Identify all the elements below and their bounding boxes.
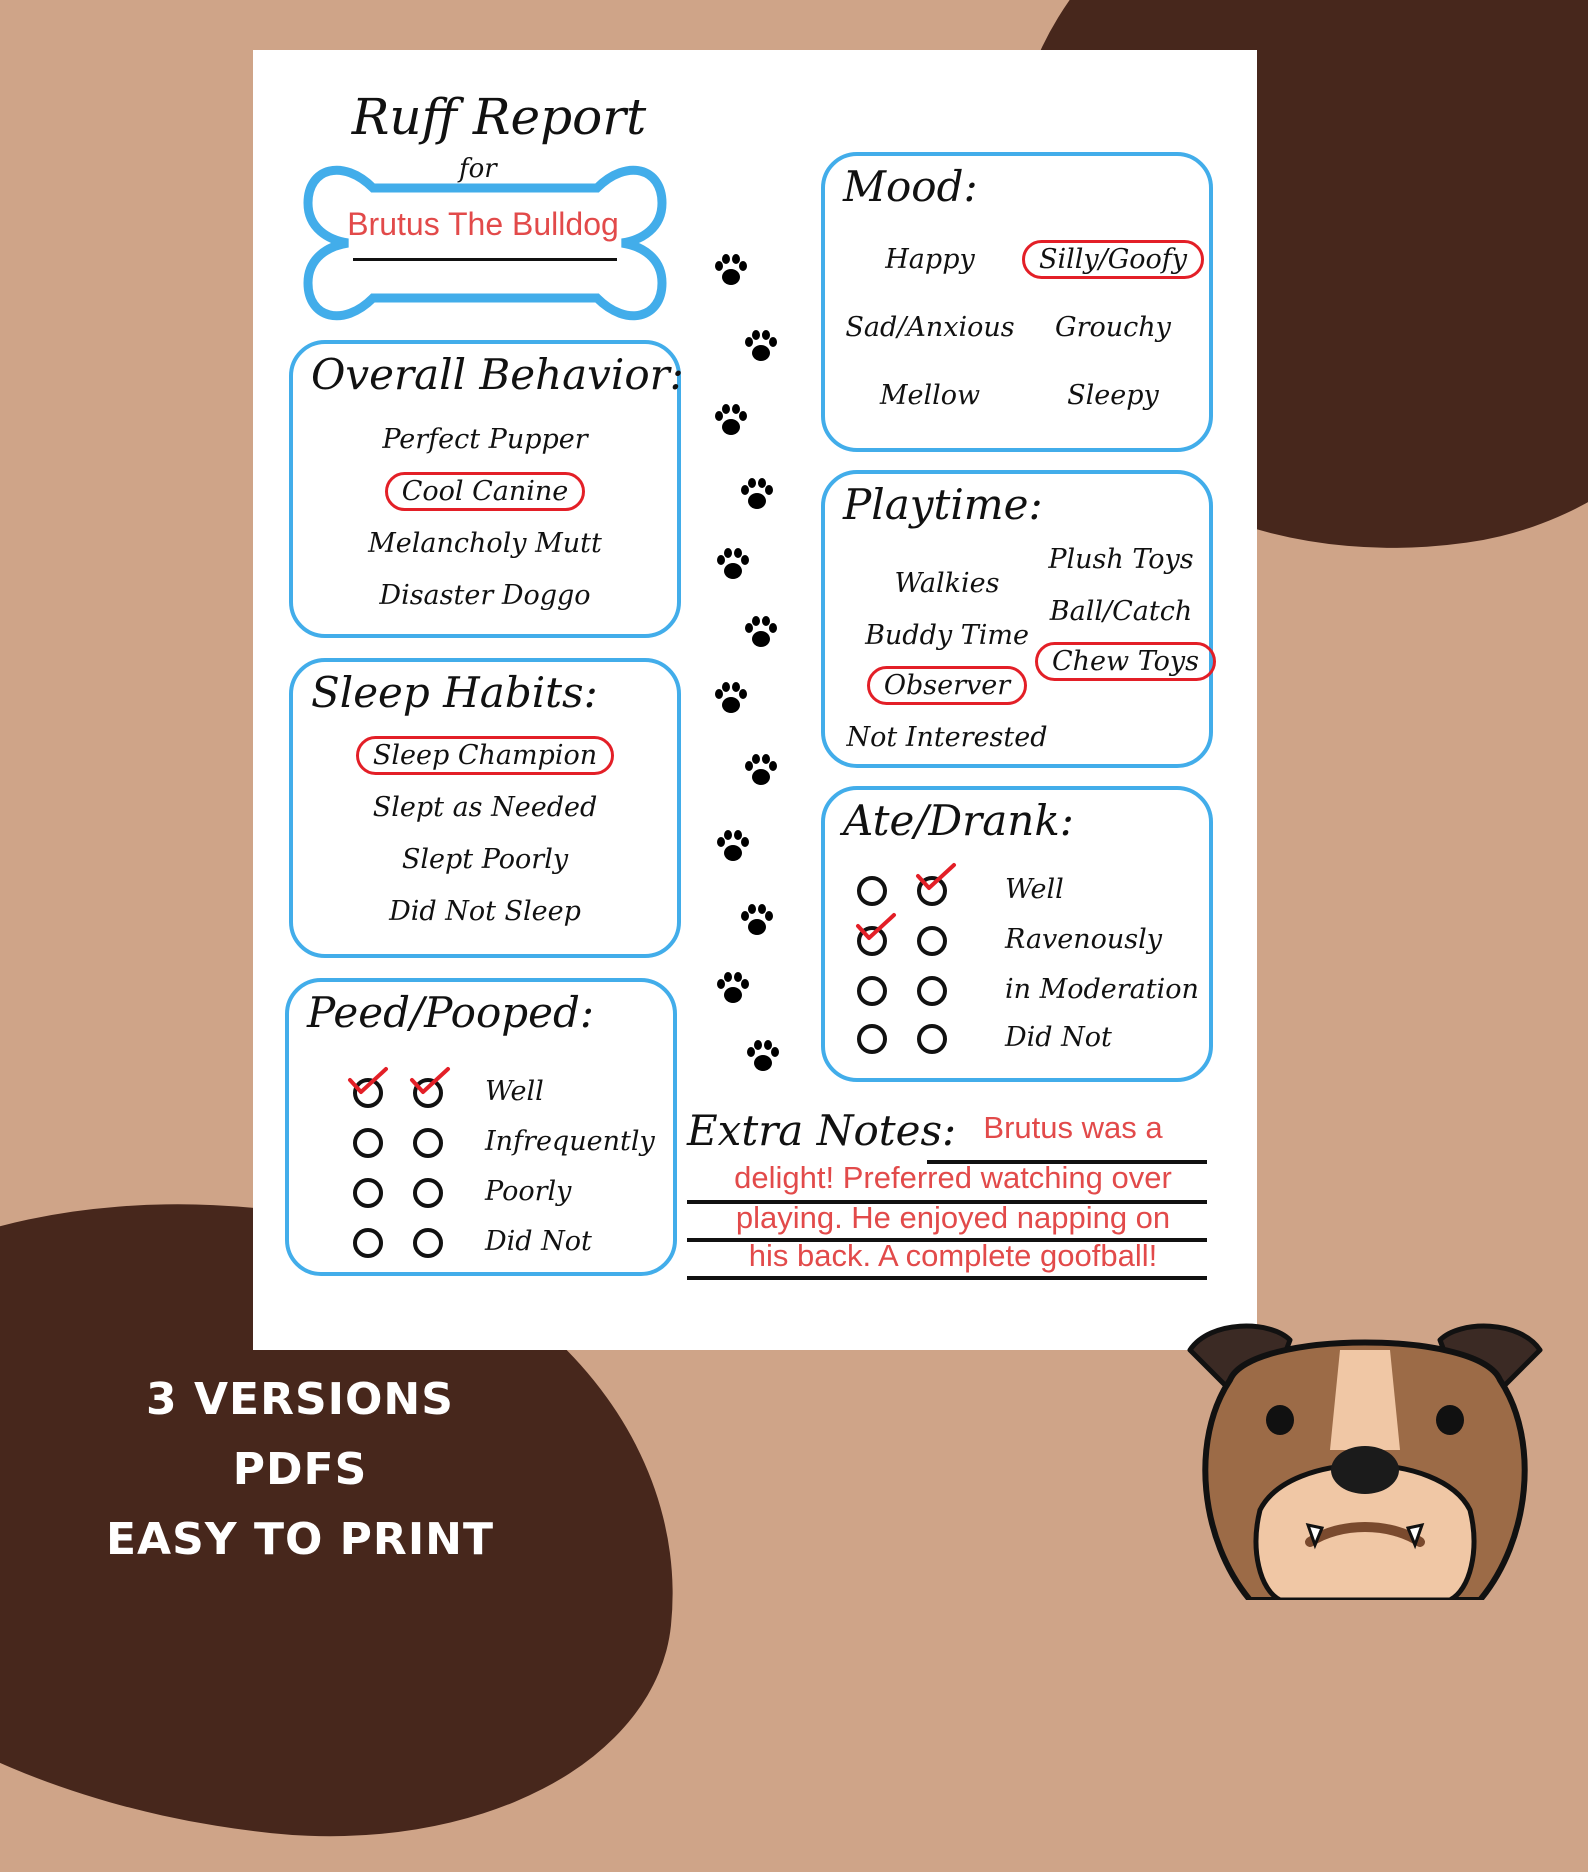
paw-print-icon	[711, 250, 751, 290]
check-mark-icon	[347, 1066, 389, 1098]
paw-print-icon	[743, 1036, 783, 1076]
ate-drank-box	[821, 786, 1213, 1082]
notes-rule	[687, 1276, 1207, 1280]
peed-pooped-box	[285, 978, 677, 1276]
behavior-option-selected[interactable]: Cool Canine	[385, 472, 586, 511]
mood-option-selected[interactable]: Silly/Goofy	[1022, 240, 1204, 279]
drank-radio[interactable]	[917, 926, 947, 956]
mood-option[interactable]: Sad/Anxious	[845, 312, 1015, 343]
paw-print-icon	[713, 826, 753, 866]
sleep-option-selected[interactable]: Sleep Champion	[356, 736, 614, 775]
behavior-option[interactable]: Disaster Doggo	[379, 580, 591, 611]
promo-text	[60, 1365, 540, 1575]
paw-print-icon	[737, 474, 777, 514]
behavior-option[interactable]: Perfect Pupper	[382, 424, 588, 455]
drank-radio[interactable]	[917, 976, 947, 1006]
playtime-option[interactable]: Ball/Catch	[1049, 596, 1193, 627]
dog-name: Brutus The Bulldog	[347, 206, 619, 242]
paw-print-icon	[737, 900, 777, 940]
notes-line: delight! Preferred watching over	[734, 1160, 1172, 1195]
mood-option[interactable]: Mellow	[879, 380, 981, 411]
sleep-habits-box	[289, 658, 681, 958]
ate-radio[interactable]	[857, 976, 887, 1006]
paw-print-trail	[703, 250, 783, 1110]
check-mark-icon	[855, 912, 897, 944]
ate-row-label: Well	[1005, 874, 1064, 905]
peed-row-label: Well	[485, 1076, 544, 1107]
peed-row-label: Poorly	[485, 1176, 572, 1207]
behavior-option[interactable]: Melancholy Mutt	[368, 528, 602, 559]
paw-print-icon	[713, 544, 753, 584]
ate-drank-heading: Ate/Drank:	[843, 796, 1074, 845]
mood-option[interactable]: Sleepy	[1067, 380, 1159, 411]
sleep-option[interactable]: Slept as Needed	[372, 792, 598, 823]
paw-print-icon	[711, 400, 751, 440]
mood-box	[821, 152, 1213, 452]
ate-row-label: in Moderation	[1005, 974, 1199, 1005]
peed-radio[interactable]	[353, 1178, 383, 1208]
playtime-option-wrap	[845, 670, 1049, 701]
peed-row-label: Did Not	[485, 1226, 592, 1257]
pooped-radio[interactable]	[413, 1128, 443, 1158]
peed-row-label: Infrequently	[485, 1126, 655, 1157]
peed-pooped-heading: Peed/Pooped:	[307, 988, 595, 1037]
bulldog-face-icon	[1150, 1310, 1580, 1600]
overall-behavior-heading: Overall Behavior:	[311, 350, 684, 399]
promo-line: 3 VERSIONS	[146, 1374, 454, 1425]
mood-option[interactable]: Happy	[885, 244, 975, 275]
paw-print-icon	[741, 326, 781, 366]
check-mark-icon	[409, 1066, 451, 1098]
playtime-option-wrap	[1035, 646, 1207, 677]
peed-radio[interactable]	[353, 1228, 383, 1258]
pooped-radio[interactable]	[413, 1228, 443, 1258]
name-underline	[353, 258, 617, 261]
sleep-option-wrap	[293, 740, 677, 771]
playtime-option[interactable]: Walkies	[894, 568, 1000, 599]
peed-radio[interactable]	[353, 1128, 383, 1158]
mood-heading: Mood:	[843, 162, 978, 211]
playtime-option-selected[interactable]: Observer	[867, 666, 1027, 705]
mood-option[interactable]: Grouchy	[1055, 312, 1171, 343]
playtime-box	[821, 470, 1213, 768]
check-mark-icon	[915, 862, 957, 894]
report-sheet	[253, 50, 1257, 1350]
behavior-option-wrap	[293, 476, 677, 507]
mood-option-wrap	[1021, 244, 1205, 275]
pooped-radio[interactable]	[413, 1178, 443, 1208]
paw-print-icon	[741, 750, 781, 790]
promo-line: EASY TO PRINT	[105, 1514, 495, 1565]
report-title: Ruff Report	[351, 88, 647, 146]
drank-radio[interactable]	[917, 1024, 947, 1054]
overall-behavior-box	[289, 340, 684, 638]
paw-print-icon	[711, 678, 751, 718]
paw-print-icon	[713, 968, 753, 1008]
playtime-heading: Playtime:	[843, 480, 1043, 529]
notes-line: Brutus was a	[983, 1110, 1163, 1145]
sleep-option[interactable]: Did Not Sleep	[389, 896, 581, 927]
ate-row-label: Ravenously	[1005, 924, 1163, 955]
ate-row-label: Did Not	[1005, 1022, 1112, 1053]
notes-line: his back. A complete goofball!	[748, 1238, 1158, 1273]
paw-print-icon	[741, 612, 781, 652]
promo-line: PDFS	[232, 1444, 368, 1495]
playtime-option[interactable]: Plush Toys	[1048, 544, 1194, 575]
playtime-option[interactable]: Not Interested	[846, 722, 1048, 753]
playtime-option-selected[interactable]: Chew Toys	[1035, 642, 1216, 681]
ate-radio[interactable]	[857, 876, 887, 906]
sleep-option[interactable]: Slept Poorly	[401, 844, 569, 875]
sleep-habits-heading: Sleep Habits:	[311, 668, 598, 717]
extra-notes-heading: Extra Notes:	[687, 1106, 957, 1155]
notes-line: playing. He enjoyed napping on	[735, 1200, 1171, 1235]
for-label: for	[459, 154, 497, 184]
playtime-option[interactable]: Buddy Time	[865, 620, 1029, 651]
ate-radio[interactable]	[857, 1024, 887, 1054]
